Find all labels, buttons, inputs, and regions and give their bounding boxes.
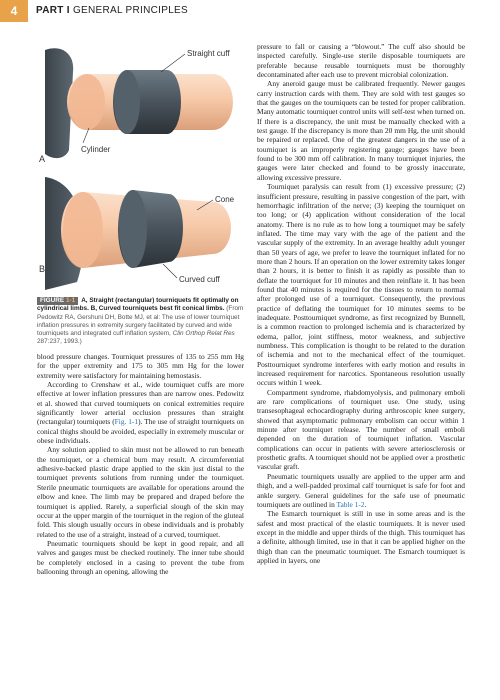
cone-end <box>63 192 103 268</box>
paragraph: Compartment syndrome, rhabdomyolysis, and pulmonary emboli are rare complications of tourniquet use. One study, using transesophageal echocardiography during arthroscopic knee surgery, showed that asymptomatic pulmonary embolism can occur within 1 minute after tourniquet release. The number of small emboli depended on the duration of tourniquet inflation. Vascular complications can occur in patients with severe arteriosclerosis or prosthetic grafts. A tourniquet should not be applied over a prosthetic vascular graft. <box>257 387 465 472</box>
paragraph: blood pressure changes. Tourniquet pressures of 135 to 255 mm Hg for the upper extremity and 175 to 305 mm Hg for the lower extremity were satisfactory for maintaining hemostasis. <box>37 352 244 380</box>
part-label: PART I <box>36 5 70 16</box>
caption-source: (From Pedowitz RA, Gershuni DH, Botte MJ, et al: The use of lower tourniquet inflation pressures in extremity surgery facilitated by curved and wide tourniquets and integrated cuff inflation system, Clin Orthop Relat Res 287:237, 1993.) <box>37 305 244 346</box>
figure-caption <box>37 297 245 347</box>
table-link[interactable]: Table 1-2 <box>336 499 365 509</box>
figure-1-1 <box>37 32 242 294</box>
section-title: GENERAL PRINCIPLES <box>72 5 189 16</box>
panel-label-b: B <box>39 264 46 274</box>
paragraph: Pneumatic tourniquets should be kept in good repair, and all valves and gauges must be checked routinely. The inner tube should be completely enclosed in a casing to prevent the tube from ballooning through an opening, allowing the <box>37 538 244 576</box>
label-straight-cuff: Straight cuff <box>187 49 230 58</box>
label-curved-cuff: Curved cuff <box>179 275 220 284</box>
page-number: 4 <box>0 0 28 22</box>
paragraph: The Esmarch tourniquet is still in use in some areas and is the safest and most practical of the elastic tourniquets. It is never used except in the middle and upper thirds of the thigh. This tourniquet has a definite, although limited, use in that it can be applied higher on the thigh than can the pneumatic tourniquet. The Esmarch tourniquet is applied in layers, one <box>257 509 465 565</box>
paragraph: pressure to fall or causing a “blowout.” The cuff also should be inspected carefully. Single-use sterile disposable tourniquets are preferable because reusable tourniquets must be thoroughly decontaminated after each use to prevent microbial colonization. <box>257 42 465 80</box>
left-column <box>37 352 244 576</box>
paragraph: According to Crenshaw et al., wide tourniquet cuffs are more effective at lower inflation pressures than are narrow ones. Pedowitz et al. showed that curved tourniquets on conical extremities require significantly lower arterial occlusion pressures than straight (rectangular) tourniquets (Fig. 1-1). The use of straight tourniquets on conical thighs should be avoided, especially in extremely muscular or obese individuals. <box>37 380 245 446</box>
figure-tag: FIGURE 1-1 <box>37 297 78 305</box>
figure-illustration <box>37 32 242 294</box>
caption-text: A, Straight (rectangular) tourniquets fit optimally on cylindrical limbs. B, Curved tourniquets best fit conical limbs. <box>37 297 239 313</box>
paragraph: Any aneroid gauge must be calibrated frequently. Newer gauges carry instruction cards with them. They are sold with test gauges so that the gauges on the tourniquets can be tested for proper calibration. Many automatic tourniquet control units will self-test when turned on. If there is a discrepancy, the unit must be manually checked with a test gauge. If the discrepancy is more than 20 mm Hg, the unit should be repaired or replaced. One of the greatest dangers in the use of a tourniquet is an improperly registering gauge; gauges have been found to be 300 mm off calibration. In many tourniquet injuries, the gauges were later checked and found to be grossly inaccurate, allowing excessive pressure. <box>257 79 465 182</box>
right-column <box>257 42 465 565</box>
label-cone: Cone <box>215 195 235 204</box>
running-title <box>36 5 188 16</box>
paragraph: Tourniquet paralysis can result from (1) excessive pressure; (2) insufficient pressure, resulting in passive congestion of the part, with hemorrhagic infiltration of the nerve; (3) keeping the tourniquet on too long; or (4) application without consideration of the local anatomy. There is no rule as to how long a tourniquet may be safely inflated. The time may vary with the age of the patient and the vascular supply of the extremity. In an average healthy adult younger than 50 years of age, we prefer to leave the tourniquet inflated for no more than 2 hours. If an operation on the lower extremity takes longer than 2 hours, it is better to finish it as rapidly as possible than to deflate the tourniquet for 10 minutes and then reinflate it. It has been found that 40 minutes is required for the tissues to return to normal after prolonged use of a tourniquet. Consequently, the previous practice of deflating the tourniquet for 10 minutes seems to be inadequate. Posttourniquet syndrome, as first recognized by Bunnell, is a common reaction to prolonged ischemia and is characterized by edema, pallor, joint stiffness, motor weakness, and subjective numbness. This complication is thought to be related to the duration of ischemia and not to the mechanical effect of the tourniquet. Posttourniquet syndrome interferes with early motion and results in increased requirement for narcotics. Spontaneous resolution usually occurs within 1 week. <box>257 182 465 388</box>
panel-label-a: A <box>39 154 46 164</box>
cylinder-end <box>69 74 105 130</box>
paragraph: Pneumatic tourniquets usually are applied to the upper arm and thigh, and a well-padded proximal calf tourniquet is safe for foot and ankle surgery. General guidelines for the safe use of pneumatic tourniquets are outlined in Table 1-2. <box>257 471 465 509</box>
running-header <box>0 0 500 22</box>
figure-link[interactable]: Fig. 1-1 <box>114 417 139 427</box>
label-cylinder: Cylinder <box>81 145 111 154</box>
paragraph: Any solution applied to skin must not be allowed to run beneath the tourniquet, or a chemical burn may result. A circumferential adhesive-backed plastic drape applied to the skin just distal to the tourniquet prevents solutions from running under the tourniquet. Sterile pneumatic tourniquets are available for operations around the elbow and knee. The limb may be prepared and draped before the tourniquet is applied. Rarely, a superficial slough of the skin may occur at the upper margin of the tourniquet in the region of the gluteal fold. This slough usually occurs in obese individuals and is probably related to the use of a straight, instead of a curved, tourniquet. <box>37 445 244 539</box>
